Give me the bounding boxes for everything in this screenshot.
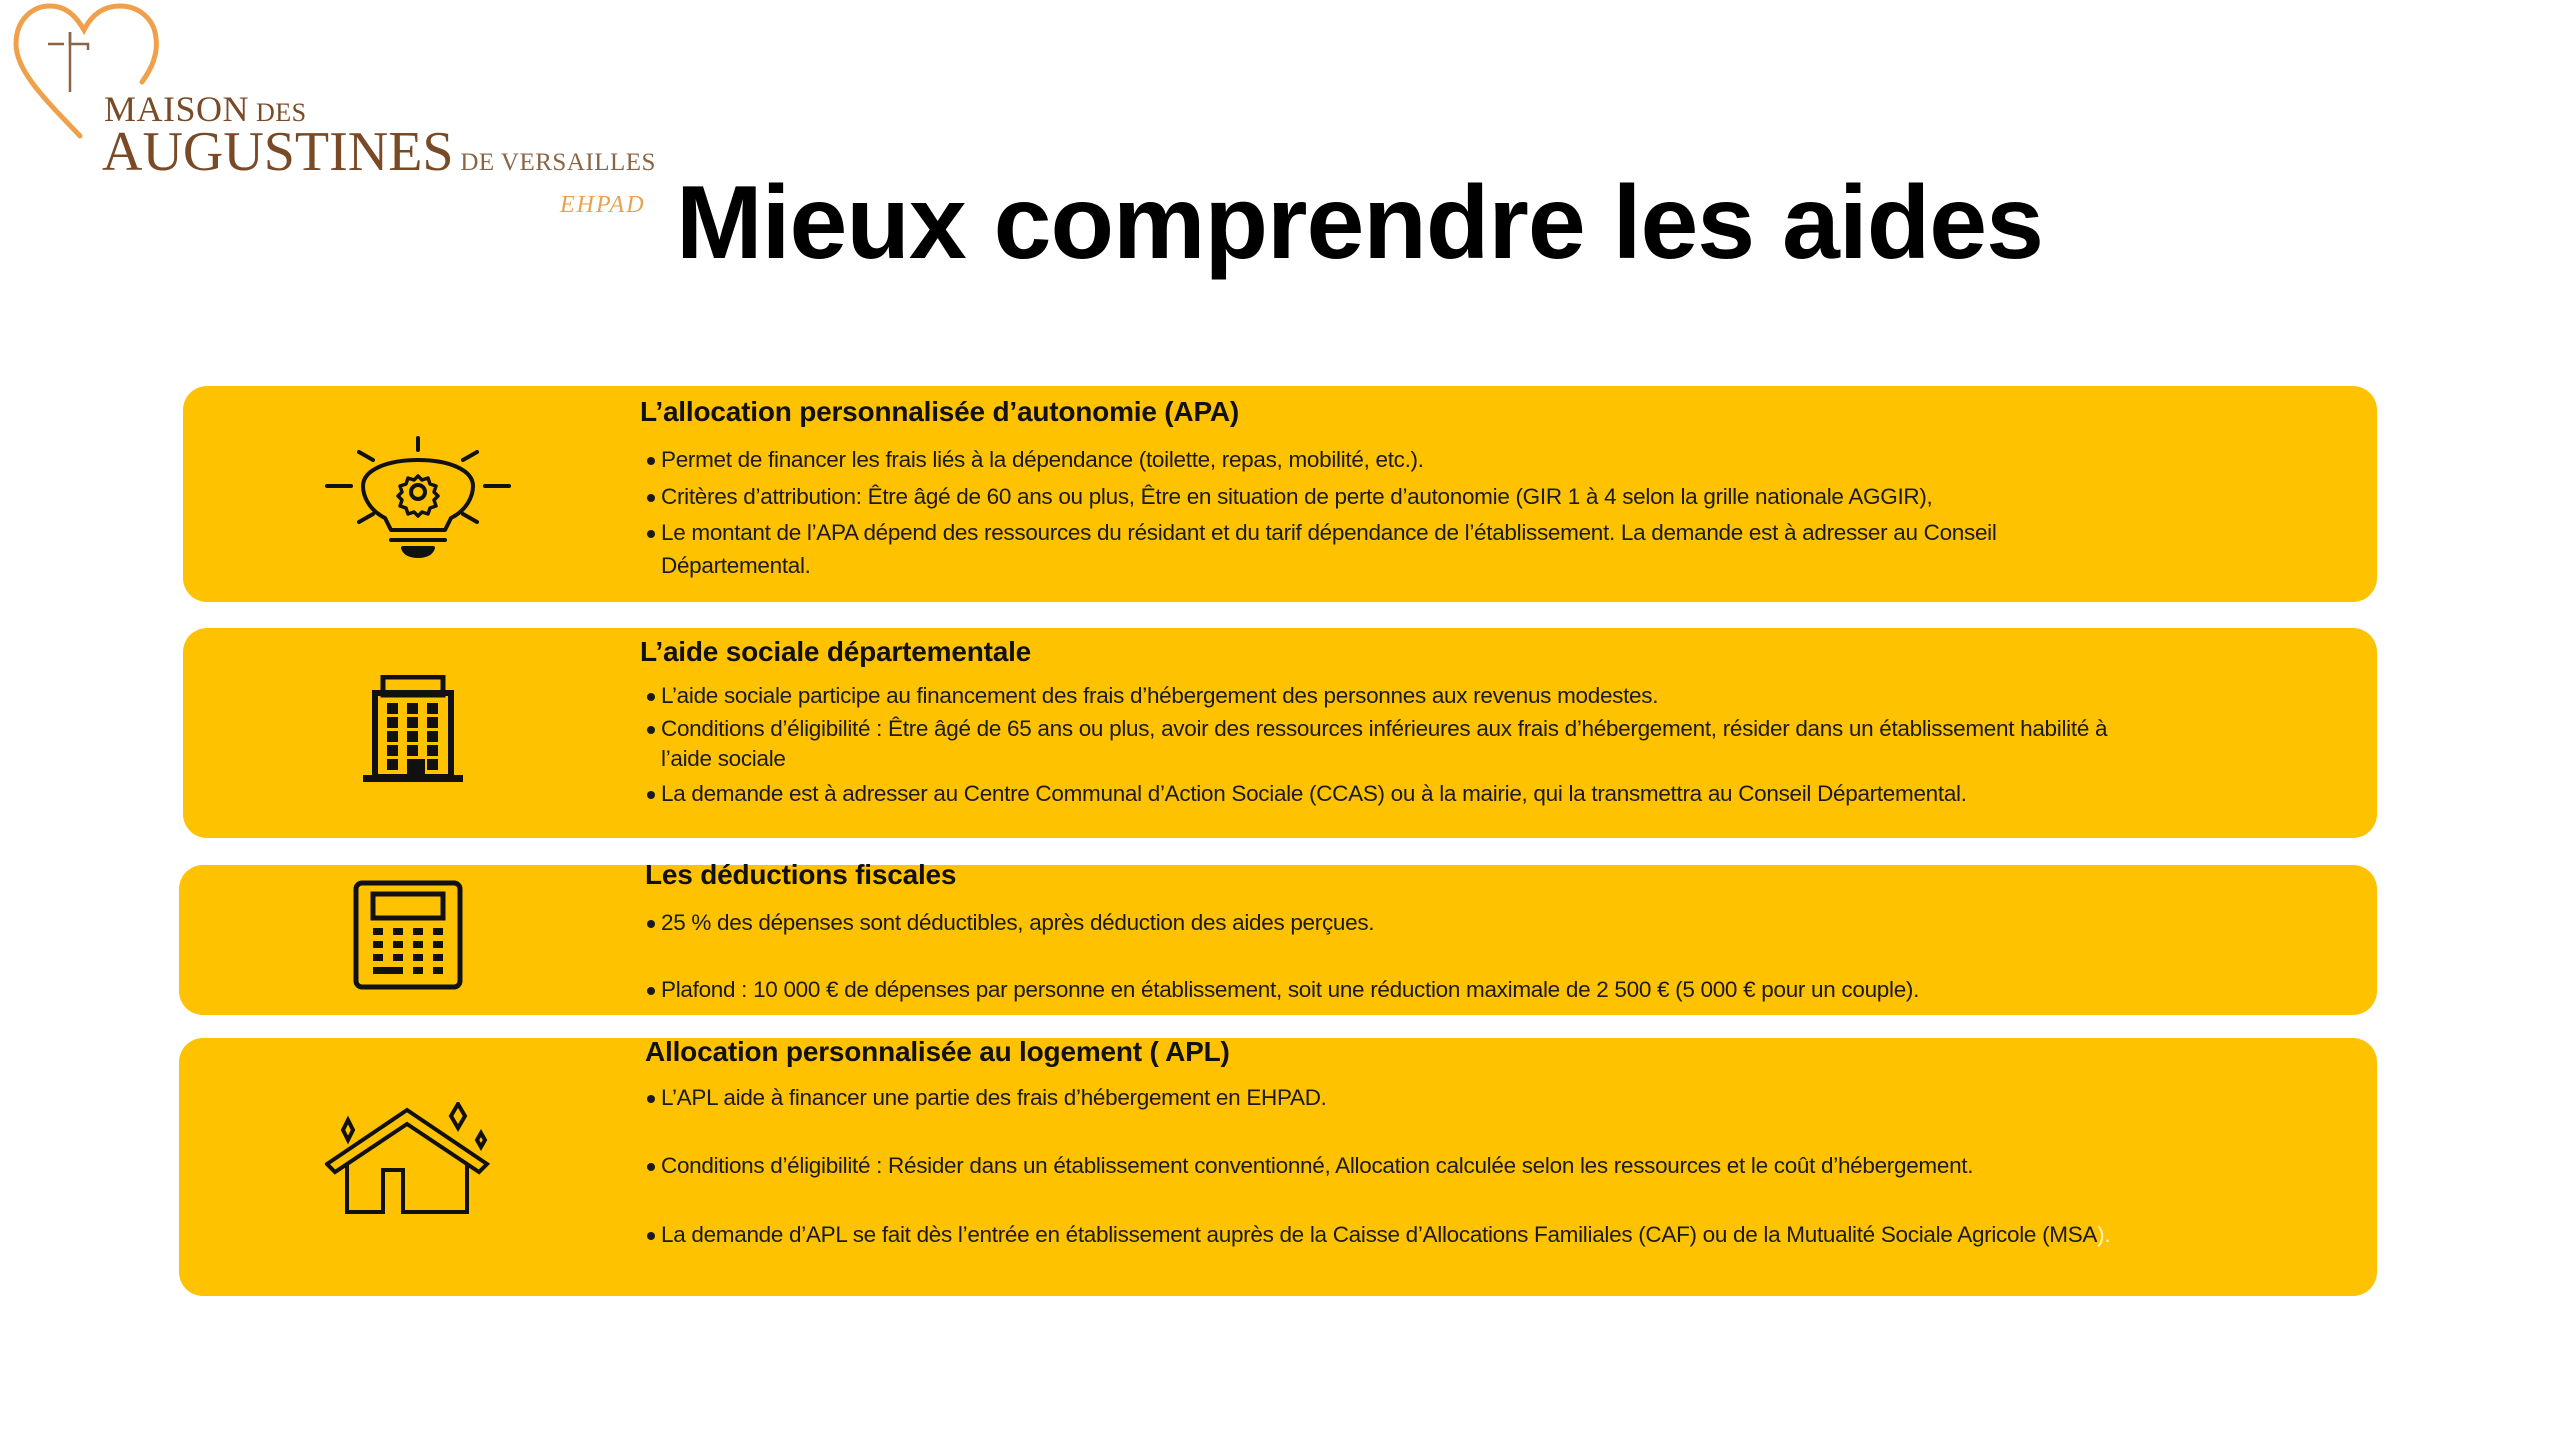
card-bullet: L’aide sociale participe au financement des frais d’hébergement des personnes aux revenus modestes. [647, 680, 1658, 712]
card-bullet: Conditions d’éligibilité : Être âgé de 65 ans ou plus, avoir des ressources inférieures aux frais d’hébergement, résider dans un établissement habilité à [647, 713, 2107, 745]
card-deductions-fiscales [179, 859, 2377, 1015]
card-bullet: L’APL aide à financer une partie des frais d’hébergement en EHPAD. [647, 1082, 1327, 1114]
card-title: Les déductions fiscales [645, 859, 957, 890]
card-apl [179, 1038, 2377, 1296]
card-aide-sociale [183, 628, 2377, 838]
page-title: Mieux comprendre les aides [676, 165, 2043, 281]
card-bullet: Plafond : 10 000 € de dépenses par personne en établissement, soit une réduction maximale de 2 500 € (5 000 € pour un couple). [647, 974, 1919, 1006]
card-bullet: Critères d’attribution: Être âgé de 60 ans ou plus, Être en situation de perte d’autonomie (GIR 1 à 4 selon la grille nationale AGGIR), [647, 481, 1933, 513]
building-icon [363, 675, 463, 783]
card-bullet: 25 % des dépenses sont déductibles, après déduction des aides perçues. [647, 907, 1374, 939]
logo-tag: EHPAD [560, 192, 646, 218]
logo [0, 0, 660, 218]
house-sparkle-icon [325, 1102, 497, 1214]
card-bullet-continuation: Départemental. [661, 553, 811, 578]
card-title: L’aide sociale départementale [640, 636, 1032, 667]
lightbulb-gear-icon [323, 436, 513, 560]
card-bullet [647, 1219, 2110, 1251]
bullet-text-tail: ). [2097, 1222, 2111, 1247]
card-apa [183, 386, 2377, 602]
card-bullet: La demande est à adresser au Centre Communal d’Action Sociale (CCAS) ou à la mairie, qui la transmettra au Conseil Départemental. [647, 778, 1967, 810]
bullet-text: La demande d’APL se fait dès l’entrée en établissement auprès de la Caisse d’Allocations Familiales (CAF) ou de la Mutualité Sociale Agricole (MSA [661, 1222, 2098, 1247]
logo-line-2: AUGUSTINES DE VERSAILLES [102, 121, 656, 183]
card-bullet: Le montant de l’APA dépend des ressources du résidant et du tarif dépendance de l’établissement. La demande est à adresser au Conseil [647, 517, 1997, 549]
calculator-icon [353, 880, 463, 990]
card-bullet: Conditions d’éligibilité : Résider dans un établissement conventionné, Allocation calculée selon les ressources et le coût d’hébergement. [647, 1150, 1973, 1182]
card-bullet-continuation: l’aide sociale [661, 746, 786, 771]
logo-line-1: MAISON DES [104, 89, 307, 129]
card-title: L’allocation personnalisée d’autonomie (APA) [640, 396, 1239, 427]
card-title: Allocation personnalisée au logement ( APL) [645, 1036, 1230, 1067]
card-bullet: Permet de financer les frais liés à la dépendance (toilette, repas, mobilité, etc.). [647, 444, 1424, 476]
